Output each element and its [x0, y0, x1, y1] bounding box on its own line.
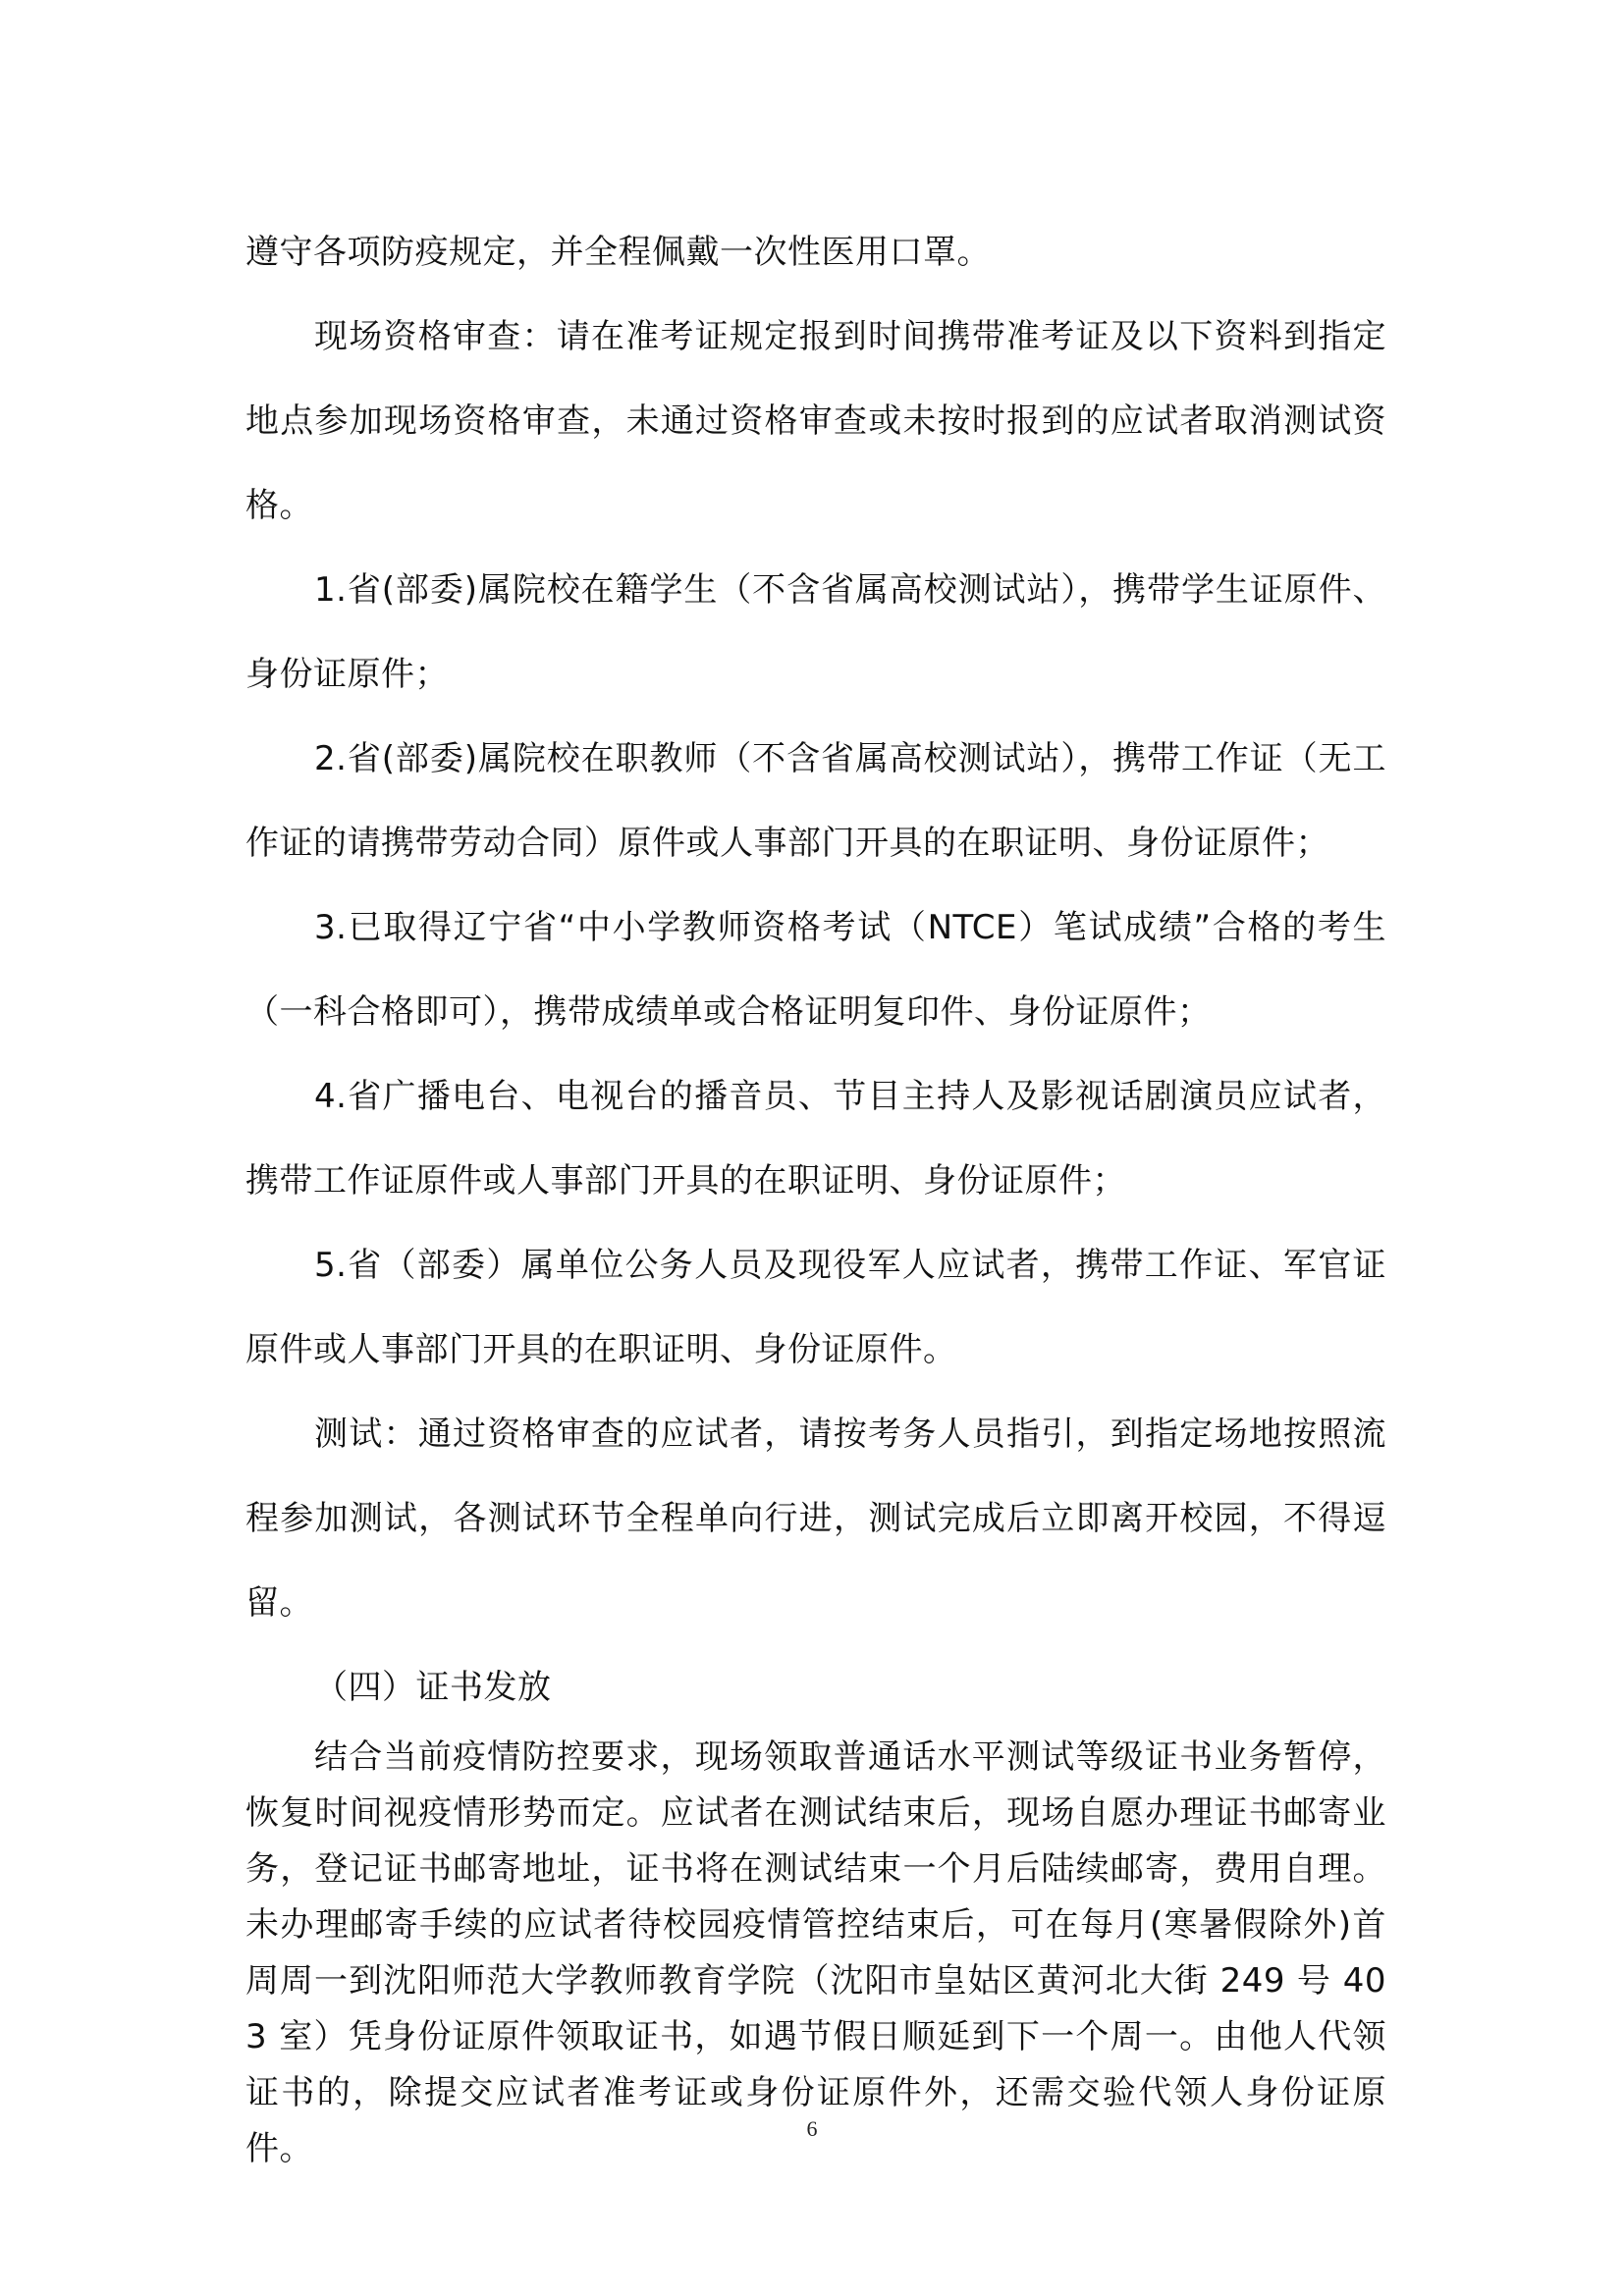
page-number: 6	[806, 2116, 818, 2141]
section-heading-certificate: （四）证书发放	[314, 1668, 552, 1707]
paragraph-item-2: 2.省(部委)属院校在职教师（不含省属高校测试站），携带工作证（无工作证的请携带劳动合同）原件或人事部门开具的在职证明、身份证原件；	[245, 739, 1386, 863]
paragraph-certificate-issuance: 结合当前疫情防控要求，现场领取普通话水平测试等级证书业务暂停，恢复时间视疫情形势而定。应试者在测试结束后，现场自愿办理证书邮寄业务，登记证书邮寄地址，证书将在测试结束一个月后陆续邮寄，费用自理。未办理邮寄手续的应试者待校园疫情管控结束后，可在每月(寒暑假除外)首周周一到沈阳师范大学教师教育学院（沈阳市皇姑区黄河北大街 249 号 403 室）凭身份证原件领取证书，如遇节假日顺延到下一个周一。由他人代领证书的，除提交应试者准考证或身份证原件外，还需交验代领人身份证原件。	[245, 1737, 1386, 2168]
paragraph-continuation: 遵守各项防疫规定，并全程佩戴一次性医用口罩。	[245, 233, 991, 272]
paragraph-testing: 测试：通过资格审查的应试者，请按考务人员指引，到指定场地按照流程参加测试，各测试环节全程单向行进，测试完成后立即离开校园，不得逗留。	[245, 1415, 1386, 1623]
paragraph-item-3: 3.已取得辽宁省“中小学教师资格考试（NTCE）笔试成绩”合格的考生（一科合格即可），携带成绩单或合格证明复印件、身份证原件；	[245, 908, 1386, 1032]
paragraph-item-4: 4.省广播电台、电视台的播音员、节目主持人及影视话剧演员应试者，携带工作证原件或人事部门开具的在职证明、身份证原件；	[245, 1077, 1386, 1201]
paragraph-item-1: 1.省(部委)属院校在籍学生（不含省属高校测试站），携带学生证原件、身份证原件；	[245, 570, 1386, 694]
document-body	[245, 210, 1386, 2177]
paragraph-item-5: 5.省（部委）属单位公务人员及现役军人应试者，携带工作证、军官证原件或人事部门开具的在职证明、身份证原件。	[245, 1246, 1386, 1369]
paragraph-qualification-review: 现场资格审查：请在准考证规定报到时间携带准考证及以下资料到指定地点参加现场资格审查，未通过资格审查或未按时报到的应试者取消测试资格。	[245, 317, 1386, 525]
